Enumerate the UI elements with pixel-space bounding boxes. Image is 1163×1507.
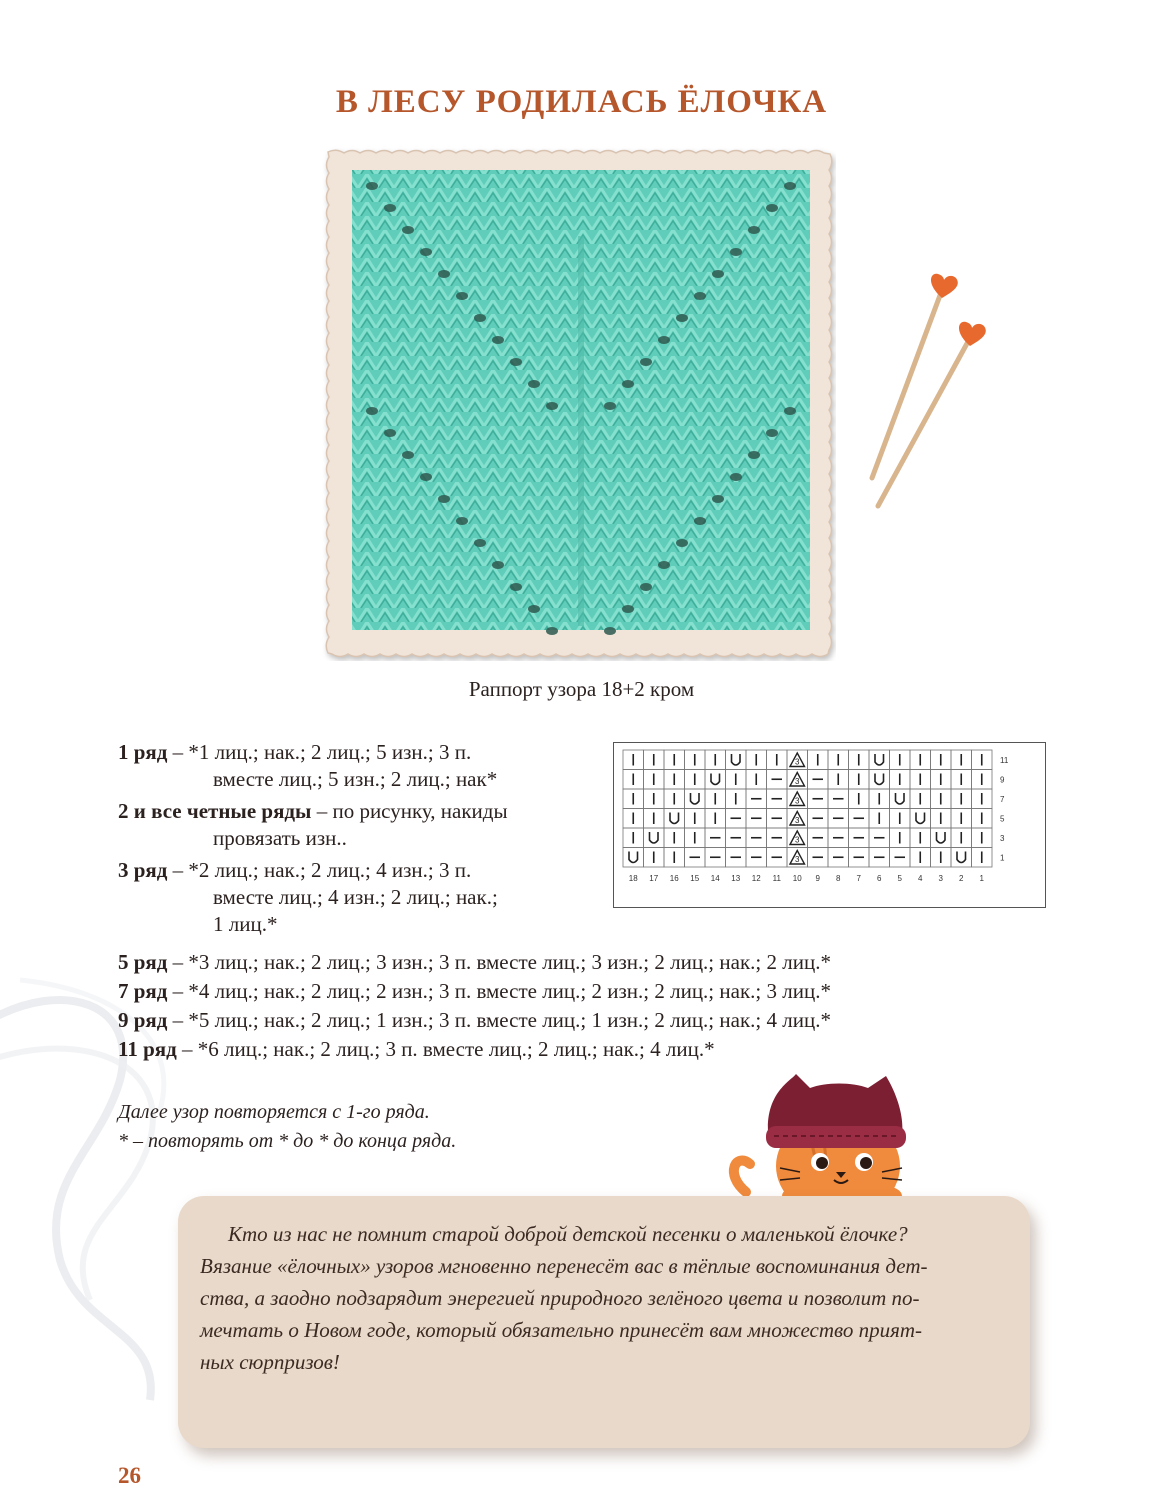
decrease-count: 3 — [795, 835, 800, 845]
row-1-instruction — [118, 739, 585, 793]
row-9-instruction — [118, 1007, 831, 1034]
decrease-count: 3 — [795, 855, 800, 864]
note-asterisk: * – повторять от * до * до конца ряда. — [118, 1130, 457, 1152]
chart-column-number: 18 — [628, 874, 638, 883]
decrease-count: 3 — [795, 757, 800, 767]
chart-row-number: 1 — [1000, 853, 1005, 863]
chart-column-number: 7 — [856, 874, 861, 883]
chart-column-number: 6 — [877, 874, 882, 883]
chart-column-number: 2 — [959, 874, 964, 883]
tip-line-2: Вязание «ёлочных» узоров мгновенно перенесёт вас в тёплые воспоминания дет- — [200, 1254, 928, 1278]
chart-row-number: 3 — [1000, 833, 1005, 843]
row-5-instruction — [118, 949, 831, 976]
page-number: 26 — [118, 1463, 141, 1488]
row-3-instruction — [118, 857, 585, 938]
row-3-text-cont2: 1 лиц.* — [213, 912, 278, 936]
row-11-instruction — [118, 1036, 715, 1063]
chart-column-number: 12 — [751, 874, 761, 883]
chart-column-number: 4 — [918, 874, 923, 883]
tip-text — [200, 1218, 1005, 1378]
chart-row-number: 5 — [1000, 814, 1005, 824]
chart-column-number: 13 — [731, 874, 741, 883]
row-11-text: – *6 лиц.; нак.; 2 лиц.; 3 п. вместе лиц.; 2 лиц.; нак.; 4 лиц.* — [176, 1037, 715, 1061]
chart-column-number: 15 — [690, 874, 700, 883]
chart-column-number: 3 — [938, 874, 943, 883]
chart-column-number: 9 — [815, 874, 820, 883]
row-7-instruction — [118, 978, 831, 1005]
note-repeat: Далее узор повторяется с 1-го ряда. — [118, 1101, 430, 1123]
row-3-text-cont: вместе лиц.; 4 изн.; 2 лиц.; нак.; — [213, 885, 498, 909]
chart-column-number: 8 — [836, 874, 841, 883]
row-9-text: – *5 лиц.; нак.; 2 лиц.; 1 изн.; 3 п. вместе лиц.; 1 изн.; 2 лиц.; нак.; 4 лиц.* — [167, 1008, 831, 1032]
row-1-label: 1 ряд — [118, 740, 168, 764]
chart-row-number: 9 — [1000, 775, 1005, 785]
pattern-notes — [118, 1098, 456, 1156]
pattern-caption: Раппорт узора 18+2 кром — [468, 677, 695, 701]
chart-column-number: 16 — [669, 874, 679, 883]
row-2-text: – по рисунку, накиды — [311, 799, 508, 823]
knitting-chart — [613, 742, 1046, 908]
cat-in-hat-icon — [716, 1074, 916, 1204]
row-2-text-cont: провязать изн.. — [213, 826, 347, 850]
knitting-sample-photo — [322, 146, 836, 661]
chart-column-number: 14 — [710, 874, 720, 883]
row-3-label: 3 ряд — [118, 858, 168, 882]
row-1-text-cont: вместе лиц.; 5 изн.; 2 лиц.; нак* — [213, 767, 498, 791]
tip-line-3: ства, а заодно подзарядит энерегией природного зелёного цвета и позволит по- — [200, 1286, 920, 1310]
chart-column-number: 5 — [897, 874, 902, 883]
chart-column-number: 17 — [649, 874, 659, 883]
row-3-text: – *2 лиц.; нак.; 2 лиц.; 4 изн.; 3 п. — [167, 858, 472, 882]
chart-column-number: 11 — [772, 874, 781, 883]
chart-column-number: 1 — [979, 874, 984, 883]
page-title: В ЛЕСУ РОДИЛАСЬ ЁЛОЧКА — [335, 84, 828, 120]
knitting-needles-icon — [866, 268, 996, 518]
tip-line-5: ных сюрпризов! — [200, 1350, 340, 1374]
row-5-text: – *3 лиц.; нак.; 2 лиц.; 3 изн.; 3 п. вместе лиц.; 3 изн.; 2 лиц.; нак.; 2 лиц.* — [167, 950, 831, 974]
chart-row-number: 7 — [1000, 794, 1005, 804]
row-5-label: 5 ряд — [118, 950, 168, 974]
row-2-instruction — [118, 798, 585, 852]
row-11-label: 11 ряд — [118, 1037, 177, 1061]
row-7-text: – *4 лиц.; нак.; 2 лиц.; 2 изн.; 3 п. вместе лиц.; 2 изн.; 2 лиц.; нак.; 3 лиц.* — [167, 979, 831, 1003]
decrease-count: 3 — [795, 777, 800, 786]
chart-row-number: 11 — [1000, 755, 1009, 765]
row-1-text: – *1 лиц.; нак.; 2 лиц.; 5 изн.; 3 п. — [167, 740, 472, 764]
tip-line-4: мечтать о Новом годе, который обязательно принесёт вам множество прият- — [200, 1318, 923, 1342]
row-9-label: 9 ряд — [118, 1008, 168, 1032]
decrease-count: 3 — [795, 816, 800, 825]
row-7-label: 7 ряд — [118, 979, 168, 1003]
row-2-label: 2 и все четные ряды — [118, 799, 312, 823]
tip-line-1: Кто из нас не помнит старой доброй детской песенки о маленькой ёлочке? — [228, 1222, 908, 1246]
chart-column-number: 10 — [792, 874, 802, 883]
decrease-count: 3 — [795, 796, 800, 806]
